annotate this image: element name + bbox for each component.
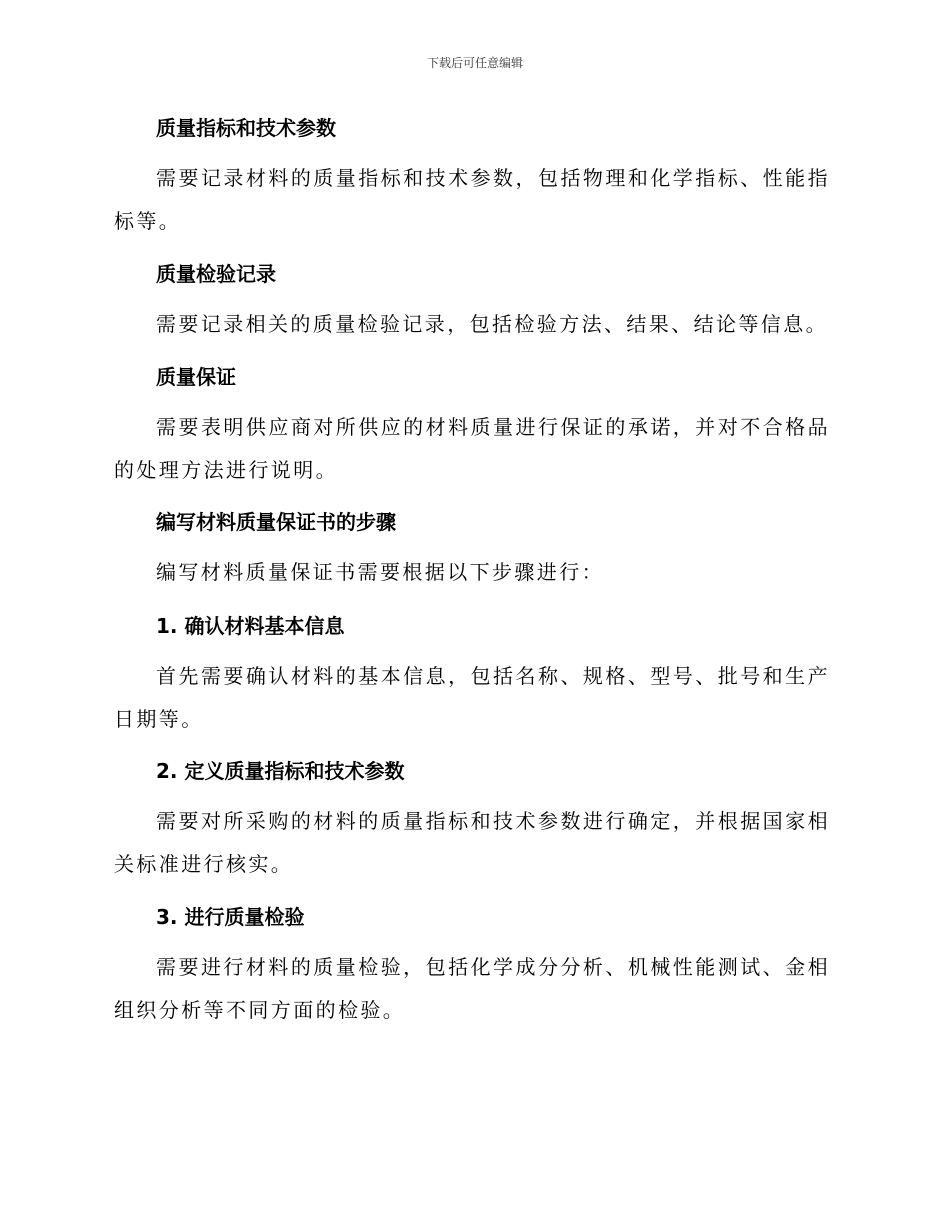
section-heading: 质量检验记录 (156, 262, 276, 286)
section-paragraph: 首先需要确认材料的基本信息，包括名称、规格、型号、批号和生产日期等。 (114, 664, 830, 731)
section-paragraph: 需要进行材料的质量检验，包括化学成分分析、机械性能测试、金相组织分析等不同方面的检验。 (114, 955, 830, 1022)
section-heading: 质量指标和技术参数 (156, 116, 336, 140)
section-paragraph: 需要对所采购的材料的质量指标和技术参数进行确定，并根据国家相关标准进行核实。 (114, 809, 830, 876)
section-paragraph: 需要表明供应商对所供应的材料质量进行保证的承诺，并对不合格品的处理方法进行说明。 (114, 415, 830, 482)
section-paragraph: 编写材料质量保证书需要根据以下步骤进行： (156, 560, 604, 584)
section-heading: 2. 定义质量指标和技术参数 (156, 759, 405, 783)
section-heading: 3. 进行质量检验 (156, 905, 305, 929)
page-header: 下载后可任意编辑 (426, 56, 523, 70)
section-heading: 编写材料质量保证书的步骤 (156, 510, 396, 534)
section-paragraph: 需要记录相关的质量检验记录，包括检验方法、结果、结论等信息。 (156, 312, 828, 336)
section-heading: 1. 确认材料基本信息 (156, 614, 345, 638)
section-heading: 质量保证 (156, 365, 236, 389)
section-paragraph: 需要记录材料的质量指标和技术参数，包括物理和化学指标、性能指标等。 (114, 166, 830, 233)
